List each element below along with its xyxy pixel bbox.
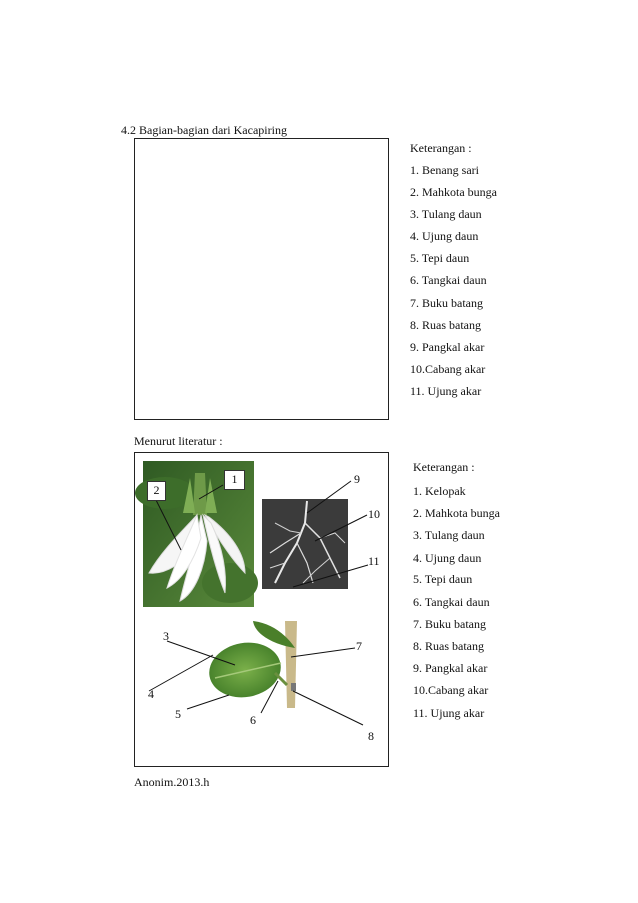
figure-label-2: 2 xyxy=(147,481,166,501)
figure-label-7: 7 xyxy=(356,639,362,653)
legend-top-item: 8. Ruas batang xyxy=(410,318,481,332)
legend-bottom-item: 8. Ruas batang xyxy=(413,639,484,653)
legend-bottom-item: 11. Ujung akar xyxy=(413,706,485,720)
legend-bottom-item: 7. Buku batang xyxy=(413,617,486,631)
legend-bottom-item: 5. Tepi daun xyxy=(413,572,473,586)
figure-label-11: 11 xyxy=(368,554,380,568)
legend-bottom-item: 3. Tulang daun xyxy=(413,528,485,542)
source-citation: Anonim.2013.h xyxy=(134,775,210,789)
literature-label: Menurut literatur : xyxy=(134,434,223,448)
observation-image-box xyxy=(134,138,389,420)
legend-top-item: 7. Buku batang xyxy=(410,296,483,310)
legend-top-item: 2. Mahkota bunga xyxy=(410,185,497,199)
legend-top-item: 1. Benang sari xyxy=(410,163,479,177)
literature-figure-box xyxy=(134,452,389,767)
legend-top-item: 10.Cabang akar xyxy=(410,362,486,376)
legend-bottom-item: 1. Kelopak xyxy=(413,484,466,498)
legend-top-item: 3. Tulang daun xyxy=(410,207,482,221)
legend-bottom-item: 10.Cabang akar xyxy=(413,683,489,697)
figure-label-8: 8 xyxy=(368,729,374,743)
figure-label-6: 6 xyxy=(250,713,256,727)
legend-bottom-heading: Keterangan : xyxy=(413,460,475,474)
figure-label-3: 3 xyxy=(163,629,169,643)
leaf-stem-photo xyxy=(205,621,300,708)
legend-top-item: 6. Tangkai daun xyxy=(410,273,487,287)
legend-bottom-item: 9. Pangkal akar xyxy=(413,661,488,675)
figure-label-10: 10 xyxy=(368,507,380,521)
plant-illustration xyxy=(135,453,388,766)
figure-label-1: 1 xyxy=(224,470,245,490)
section-title: 4.2 Bagian-bagian dari Kacapiring xyxy=(121,123,287,137)
legend-top-item: 5. Tepi daun xyxy=(410,251,470,265)
legend-bottom-item: 6. Tangkai daun xyxy=(413,595,490,609)
legend-bottom-item: 4. Ujung daun xyxy=(413,551,482,565)
legend-bottom xyxy=(413,460,613,730)
legend-top-item: 4. Ujung daun xyxy=(410,229,479,243)
legend-top-item: 11. Ujung akar xyxy=(410,384,482,398)
roots-photo xyxy=(262,499,348,589)
legend-top-heading: Keterangan : xyxy=(410,141,472,155)
figure-label-5: 5 xyxy=(175,707,181,721)
legend-bottom-item: 2. Mahkota bunga xyxy=(413,506,500,520)
legend-top-item: 9. Pangkal akar xyxy=(410,340,485,354)
figure-label-9: 9 xyxy=(354,472,360,486)
legend-top xyxy=(410,141,610,401)
figure-label-4: 4 xyxy=(148,687,154,701)
